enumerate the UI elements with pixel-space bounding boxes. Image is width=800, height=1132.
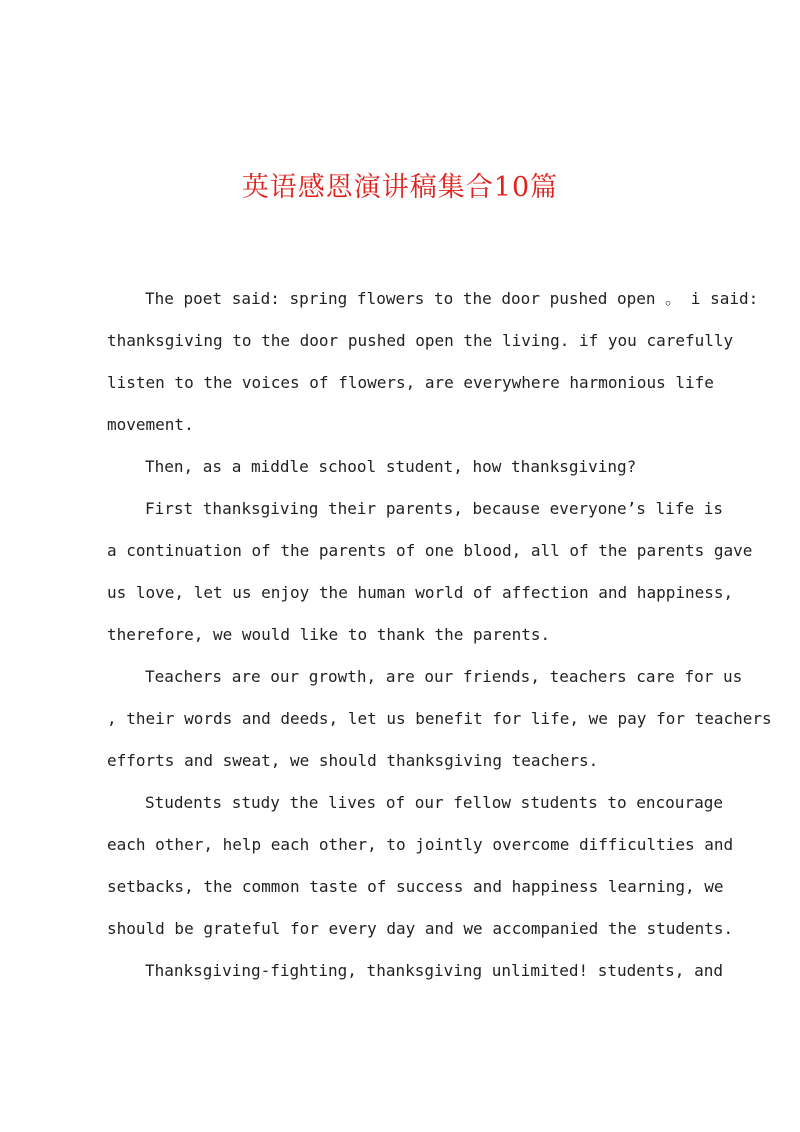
paragraph-line: a continuation of the parents of one blood, all of the parents gave bbox=[107, 541, 753, 560]
paragraph-line: each other, help each other, to jointly overcome difficulties and bbox=[107, 835, 734, 854]
paragraph-line: therefore, we would like to thank the parents. bbox=[107, 625, 551, 644]
paragraph-line: listen to the voices of flowers, are everywhere harmonious life bbox=[107, 373, 714, 392]
paragraph-line: First thanksgiving their parents, because everyone’s life is bbox=[145, 499, 723, 518]
paragraph-5 bbox=[107, 782, 734, 950]
paragraph-line: , their words and deeds, let us benefit for life, we pay for teachers bbox=[107, 709, 772, 728]
paragraph-line: Teachers are our growth, are our friends, teachers care for us bbox=[145, 667, 743, 686]
paragraph-line: Then, as a middle school student, how thanksgiving? bbox=[145, 457, 637, 476]
paragraph-line: thanksgiving to the door pushed open the living. if you carefully bbox=[107, 331, 734, 350]
paragraph-line: us love, let us enjoy the human world of affection and happiness, bbox=[107, 583, 734, 602]
paragraph-line: Thanksgiving-fighting, thanksgiving unlimited! students, and bbox=[145, 961, 723, 980]
paragraph-2 bbox=[107, 446, 703, 488]
paragraph-line: The poet said: spring flowers to the door pushed open 。 i said: bbox=[145, 289, 759, 308]
paragraph-1 bbox=[107, 278, 759, 446]
document-title: 英语感恩演讲稿集合10篇 bbox=[241, 172, 559, 203]
paragraph-3 bbox=[107, 488, 753, 656]
paragraph-line: movement. bbox=[107, 415, 194, 434]
paragraph-line: Students study the lives of our fellow students to encourage bbox=[145, 793, 723, 812]
paragraph-4 bbox=[107, 656, 772, 782]
paragraph-6 bbox=[107, 950, 723, 992]
paragraph-line: setbacks, the common taste of success and happiness learning, we bbox=[107, 877, 724, 896]
document-body bbox=[107, 278, 772, 992]
paragraph-line: efforts and sweat, we should thanksgiving teachers. bbox=[107, 751, 599, 770]
paragraph-line: should be grateful for every day and we accompanied the students. bbox=[107, 919, 734, 938]
